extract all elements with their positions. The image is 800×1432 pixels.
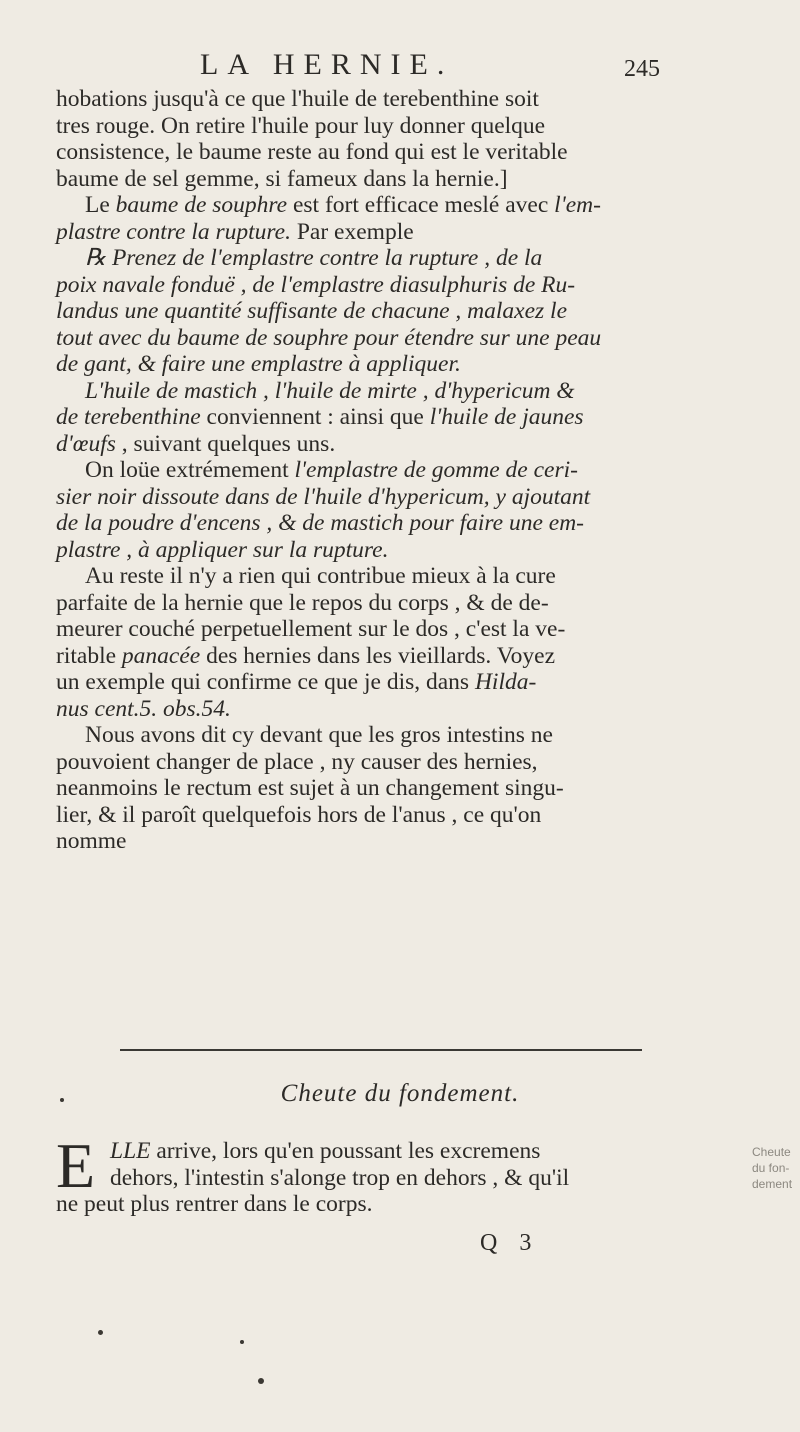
italic-text: nus cent.5. obs.54.: [56, 695, 231, 722]
body-text: [56, 86, 746, 855]
italic-text: l'em-: [554, 192, 601, 218]
text-segment: tres rouge. On retire l'huile pour luy donner quelque: [56, 112, 546, 139]
drop-cap: E: [56, 1130, 96, 1201]
text-line: [56, 192, 746, 219]
text-line: [56, 113, 746, 140]
text-line: [56, 696, 746, 723]
italic-text: L'huile de mastich , l'huile de mirte , d'hypericum &: [85, 377, 575, 404]
chapter-line: [56, 1138, 706, 1165]
italic-text: ℞ Prenez de l'emplastre contre la rupture , de la: [85, 245, 543, 271]
text-segment: ritable: [56, 642, 122, 669]
ink-spot: [258, 1378, 264, 1384]
margin-note: [752, 1144, 800, 1192]
text-segment: Nous avons dit cy devant que les gros intestins ne: [85, 722, 553, 748]
chapter-paragraph: [56, 1130, 706, 1218]
text-line: [56, 643, 746, 670]
text-segment: , suivant quelques uns.: [115, 430, 336, 457]
text-line: [56, 802, 746, 829]
ink-spot: [98, 1330, 103, 1335]
text-line: [56, 431, 746, 458]
section-divider-rule: [120, 1049, 642, 1051]
ink-spot: [60, 1098, 64, 1102]
italic-text: baume de souphre: [115, 192, 288, 218]
text-line: [56, 219, 746, 246]
italic-text: de la poudre d'encens , & de mastich pour faire une em-: [56, 510, 585, 536]
text-segment: pouvoient changer de place , ny causer des hernies,: [56, 748, 538, 775]
italic-text: de terebenthine: [56, 404, 201, 430]
running-title: LA HERNIE.: [200, 48, 454, 81]
italic-text: sier noir dissoute dans de l'huile d'hypericum, y ajoutant: [56, 483, 591, 510]
italic-text: plastre contre la rupture.: [56, 218, 291, 245]
text-segment: des hernies dans les vieillards. Voyez: [200, 642, 556, 669]
italic-text: Hilda-: [474, 669, 537, 695]
text-line: [56, 404, 746, 431]
chapter-line: ne peut plus rentrer dans le corps.: [56, 1191, 373, 1217]
text-line: [56, 722, 746, 749]
text-line: [56, 86, 746, 113]
italic-text: landus une quantité suffisante de chacune , malaxez le: [56, 298, 568, 324]
text-line: [56, 775, 746, 802]
page-number: 245: [624, 56, 660, 82]
text-segment: baume de sel gemme, si fameux dans la hernie.]: [56, 165, 508, 192]
text-line: [56, 537, 746, 564]
text-line: [56, 245, 746, 272]
text-segment: parfaite de la hernie que le repos du corps , & de de-: [56, 589, 549, 616]
text-segment: On loüe extrémement: [85, 457, 295, 483]
chapter-line: dehors, l'intestin s'alonge trop en dehors , & qu'il: [110, 1164, 570, 1191]
italic-text: d'œufs: [56, 430, 116, 457]
text-line: [56, 563, 746, 590]
text-line: [56, 378, 746, 405]
text-line: [56, 272, 746, 299]
ink-spot: [240, 1340, 244, 1344]
text-segment: un exemple qui confirme ce que je dis, dans: [56, 669, 475, 695]
italic-text: plastre , à appliquer sur la rupture.: [56, 536, 389, 563]
signature-mark: Q 3: [480, 1230, 540, 1256]
text-line: [56, 616, 746, 643]
margin-note-line: dement: [752, 1177, 793, 1191]
text-line: [56, 669, 746, 696]
text-line: [56, 351, 746, 378]
section-title: Cheute du fondement.: [280, 1080, 520, 1107]
italic-text: panacée: [121, 642, 201, 669]
text-segment: Le: [85, 192, 116, 218]
italic-text: l'huile de jaunes: [429, 404, 584, 430]
text-line: [56, 510, 746, 537]
text-line: [56, 139, 746, 166]
text-line: [56, 484, 746, 511]
text-line: [56, 325, 746, 352]
italic-text: l'emplastre de gomme de ceri-: [294, 457, 578, 483]
italic-text: tout avec du baume de souphre pour étendre sur une peau: [56, 324, 602, 351]
chapter-first-word: LLE: [110, 1138, 151, 1164]
text-line: [56, 828, 746, 855]
text-segment: Au reste il n'y a rien qui contribue mieux à la cure: [85, 563, 556, 589]
text-line: [56, 457, 746, 484]
text-segment: nomme: [56, 828, 127, 854]
text-line: [56, 749, 746, 776]
italic-text: de gant, & faire une emplastre à appliquer.: [56, 351, 461, 377]
text-segment: neanmoins le rectum est sujet à un changement singu-: [56, 775, 564, 801]
text-line: [56, 590, 746, 617]
text-line: [56, 298, 746, 325]
text-segment: conviennent : ainsi que: [200, 404, 430, 430]
text-segment: lier, & il paroît quelquefois hors de l'anus , ce qu'on: [56, 801, 542, 828]
italic-text: poix navale fonduë , de l'emplastre diasulphuris de Ru-: [56, 271, 576, 298]
chapter-line-text: arrive, lors qu'en poussant les excremens: [150, 1138, 541, 1164]
page-header: [200, 48, 720, 88]
text-segment: hobations jusqu'à ce que l'huile de terebenthine soit: [56, 86, 539, 112]
margin-note-line: du fon-: [752, 1161, 790, 1175]
text-segment: meurer couché perpetuellement sur le dos , c'est la ve-: [56, 616, 566, 642]
text-segment: Par exemple: [290, 218, 414, 245]
text-segment: consistence, le baume reste au fond qui est le veritable: [56, 139, 568, 165]
text-line: [56, 166, 746, 193]
margin-note-line: Cheute: [752, 1145, 791, 1159]
text-segment: est fort efficace meslé avec: [287, 192, 555, 218]
